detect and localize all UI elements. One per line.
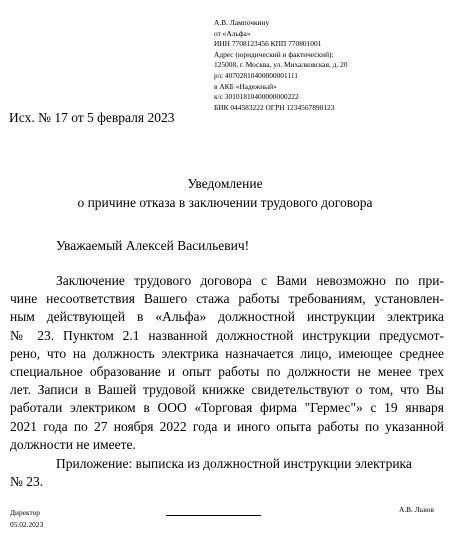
signatory-name: А.В. Львов: [399, 505, 434, 514]
body-line: 2021 года по 27 ноября 2022 года и иного опыта работы по указанной: [10, 418, 444, 434]
addressee-address-label: Адрес (юридический и фактический):: [214, 49, 334, 59]
greeting: Уважаемый Алексей Васильевич!: [56, 238, 250, 253]
signatory-position: Директор: [10, 508, 40, 517]
body-line: ным действующей в «Альфа» должностной инструкции электрика: [10, 309, 444, 325]
body-line: лет. Записи в Вашей трудовой книжке свидетельствуют о том, что Вы: [10, 382, 444, 398]
outgoing-reference: Исх. № 17 от 5 февраля 2023: [9, 110, 175, 125]
signature-line: [166, 515, 261, 516]
body-line: № 23. Пунктом 2.1 названной должностной инструкции предусмот-: [10, 327, 444, 343]
addressee-bank: в АКБ «Надежный»: [214, 81, 277, 91]
body-line: должности не имеете.: [10, 436, 136, 452]
document-title: Уведомление: [187, 176, 263, 191]
body-line: чине несоответствия Вашего стажа работы требованиям, установлен-: [10, 291, 444, 307]
signature-date: 05.02.2023: [10, 520, 44, 529]
addressee-inn-kpp: ИНН 7708123456 КПП 770801001: [214, 39, 322, 49]
appendix-line: № 23.: [10, 474, 44, 490]
appendix-line: Приложение: выписка из должностной инструкции электрика: [56, 456, 412, 471]
addressee-bik-ogrn: БИК 044583222 ОГРН 1234567890123: [214, 102, 335, 112]
signature-block: [10, 507, 43, 531]
addressee-block: [214, 18, 446, 113]
body-line: Заключение трудового договора с Вами невозможно по при-: [56, 273, 444, 288]
addressee-corr-account: к/с 30101810400000000222: [214, 92, 299, 102]
appendix-paragraph: [10, 455, 444, 491]
body-line: работали электриком в ООО «Торговая фирма "Гермес"» с 19 января: [10, 400, 444, 416]
addressee-sender: от «Альфа»: [214, 28, 251, 38]
body-paragraph: [10, 272, 444, 454]
body-line: специальное образование и опыт работы по должности не менее трех: [10, 364, 444, 380]
body-line: рено, что на должность электрика назначается лицо, имеющее среднее: [10, 345, 444, 361]
addressee-recipient: А.В. Лампочкину: [214, 18, 270, 27]
document-subtitle: о причине отказа в заключении трудового договора: [77, 195, 373, 210]
addressee-account: р/с 40702810400000001111: [214, 70, 298, 80]
addressee-address: 125008, г. Москва, ул. Михалковская, д. 20: [214, 60, 348, 70]
